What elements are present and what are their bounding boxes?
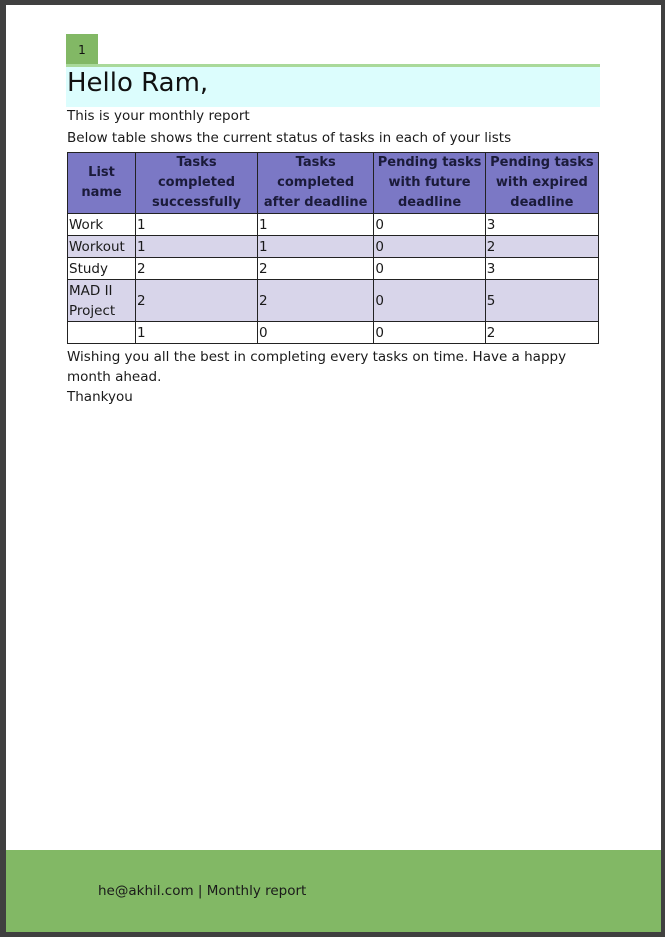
header-pending-expired-deadline: Pending tasks with expired deadline [485,153,598,214]
cell-pending-future: 0 [374,280,485,322]
thanks-text: Thankyou [67,389,133,405]
task-status-table [67,152,599,344]
header-list-name: List name [68,153,136,214]
closing-message: Wishing you all the best in completing every tasks on time. Have a happy month ahead. [67,349,567,385]
cell-list-name: Workout [68,236,136,258]
report-page [6,5,661,932]
cell-after-deadline: 2 [258,280,374,322]
table-row [68,280,599,322]
table-header-row [68,153,599,214]
greeting-header [66,64,600,107]
cell-completed: 2 [136,280,258,322]
cell-pending-future: 0 [374,214,485,236]
cell-pending-future: 0 [374,258,485,280]
header-pending-future-deadline: Pending tasks with future deadline [374,153,485,214]
cell-pending-expired: 5 [485,280,598,322]
table-description: Below table shows the current status of tasks in each of your lists [67,130,512,146]
cell-after-deadline: 1 [258,214,374,236]
cell-list-name [68,322,136,344]
cell-after-deadline: 1 [258,236,374,258]
table-row [68,258,599,280]
greeting-title: Hello Ram, [67,68,209,98]
cell-after-deadline: 2 [258,258,374,280]
cell-completed: 1 [136,214,258,236]
cell-after-deadline: 0 [258,322,374,344]
cell-list-name: Study [68,258,136,280]
page-number-badge: 1 [66,34,98,66]
cell-pending-future: 0 [374,236,485,258]
cell-pending-expired: 2 [485,236,598,258]
cell-completed: 2 [136,258,258,280]
table-row [68,236,599,258]
footer-text: he@akhil.com | Monthly report [98,883,307,899]
page-footer [6,850,661,932]
cell-list-name: Work [68,214,136,236]
header-completed-after-deadline: Tasks completed after deadline [258,153,374,214]
cell-completed: 1 [136,322,258,344]
table-row [68,322,599,344]
intro-text: This is your monthly report [67,108,250,124]
table-row [68,214,599,236]
header-completed-successfully: Tasks completed successfully [136,153,258,214]
cell-pending-expired: 3 [485,214,598,236]
cell-pending-future: 0 [374,322,485,344]
cell-pending-expired: 3 [485,258,598,280]
cell-list-name: MAD II Project [68,280,136,322]
cell-pending-expired: 2 [485,322,598,344]
cell-completed: 1 [136,236,258,258]
